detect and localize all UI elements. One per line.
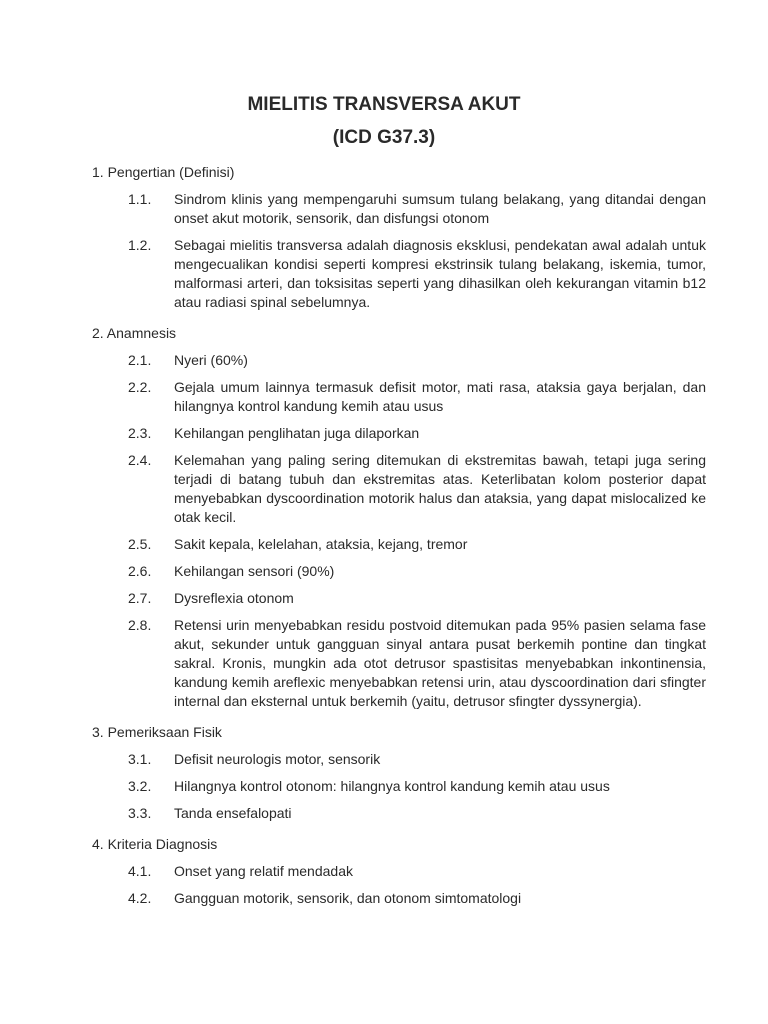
- icd-code-title: (ICD G37.3): [332, 127, 436, 148]
- list-item: [92, 190, 706, 228]
- item-number: 3.1.: [128, 751, 152, 767]
- list-item: [92, 589, 706, 608]
- section-pemeriksaan-fisik: [92, 723, 706, 823]
- document-sections: [92, 163, 706, 920]
- item-number: 2.3.: [128, 425, 152, 441]
- section-heading: 3. Pemeriksaan Fisik: [92, 724, 222, 740]
- item-text: Gangguan motorik, sensorik, dan otonom simtomatologi: [174, 890, 522, 906]
- item-text: Retensi urin menyebabkan residu postvoid ditemukan pada 95% pasien selama fase akut, sekunder untuk gangguan sinyal antara pusat berkemih pontine dan tingkat sakral. Kronis, mungkin ada otot detrusor spastisitas menyebabkan inkontinensia, kandung kemih areflexic menyebabkan retensi urin, atau dyscoordination dari sfingter internal dan eksternal untuk berkemih (yaitu, detrusor sfingter dyssynergia).: [174, 617, 706, 709]
- section-pengertian: [92, 163, 706, 312]
- item-number: 2.2.: [128, 379, 152, 395]
- item-text: Sakit kepala, kelelahan, ataksia, kejang, tremor: [174, 536, 468, 552]
- item-number: 4.2.: [128, 890, 152, 906]
- list-item: [92, 424, 706, 443]
- item-text: Kelemahan yang paling sering ditemukan di ekstremitas bawah, tetapi juga sering terjadi di batang tubuh dan ekstremitas atas. Keterlibatan kolom posterior dapat menyebabkan dyscoordination motorik halus dan ataksia, yang dapat mislocalized ke otak kecil.: [174, 452, 706, 525]
- item-number: 2.5.: [128, 536, 152, 552]
- item-number: 4.1.: [128, 863, 152, 879]
- item-number: 2.7.: [128, 590, 152, 606]
- item-number: 1.2.: [128, 237, 152, 253]
- list-item: [92, 535, 706, 554]
- section-heading: 4. Kriteria Diagnosis: [92, 836, 218, 852]
- list-item: [92, 750, 706, 769]
- item-number: 2.4.: [128, 452, 152, 468]
- item-number: 1.1.: [128, 191, 152, 207]
- item-text: Dysreflexia otonom: [174, 590, 294, 606]
- item-text: Gejala umum lainnya termasuk defisit motor, mati rasa, ataksia gaya berjalan, dan hilangnya kontrol kandung kemih atau usus: [174, 379, 706, 414]
- item-text: Sindrom klinis yang mempengaruhi sumsum tulang belakang, yang ditandai dengan onset akut motorik, sensorik, dan disfungsi otonom: [174, 191, 706, 226]
- section-heading: 1. Pengertian (Definisi): [92, 164, 235, 180]
- item-text: Hilangnya kontrol otonom: hilangnya kontrol kandung kemih atau usus: [174, 778, 610, 794]
- document-title: MIELITIS TRANSVERSA AKUT: [247, 94, 521, 115]
- item-text: Kehilangan penglihatan juga dilaporkan: [174, 425, 420, 441]
- item-number: 3.3.: [128, 805, 152, 821]
- list-item: [92, 562, 706, 581]
- list-item: [92, 804, 706, 823]
- item-number: 2.1.: [128, 352, 152, 368]
- item-number: 2.6.: [128, 563, 152, 579]
- item-text: Defisit neurologis motor, sensorik: [174, 751, 381, 767]
- list-item: [92, 777, 706, 796]
- list-item: [92, 451, 706, 527]
- item-number: 3.2.: [128, 778, 152, 794]
- section-heading: 2. Anamnesis: [92, 325, 177, 341]
- list-item: [92, 889, 706, 908]
- section-kriteria-diagnosis: [92, 835, 706, 908]
- item-text: Kehilangan sensori (90%): [174, 563, 335, 579]
- list-item: [92, 378, 706, 416]
- item-text: Sebagai mielitis transversa adalah diagnosis eksklusi, pendekatan awal adalah untuk mengecualikan kondisi seperti kompresi ekstrinsik tulang belakang, iskemia, tumor, malformasi arteri, dan toksisitas seperti yang dihasilkan oleh kekurangan vitamin b12 atau radiasi spinal sebelumnya.: [174, 237, 706, 310]
- list-item: [92, 616, 706, 711]
- list-item: [92, 351, 706, 370]
- item-text: Nyeri (60%): [174, 352, 248, 368]
- item-number: 2.8.: [128, 617, 152, 633]
- item-text: Onset yang relatif mendadak: [174, 863, 353, 879]
- item-text: Tanda ensefalopati: [174, 805, 292, 821]
- list-item: [92, 862, 706, 881]
- list-item: [92, 236, 706, 312]
- section-anamnesis: [92, 324, 706, 711]
